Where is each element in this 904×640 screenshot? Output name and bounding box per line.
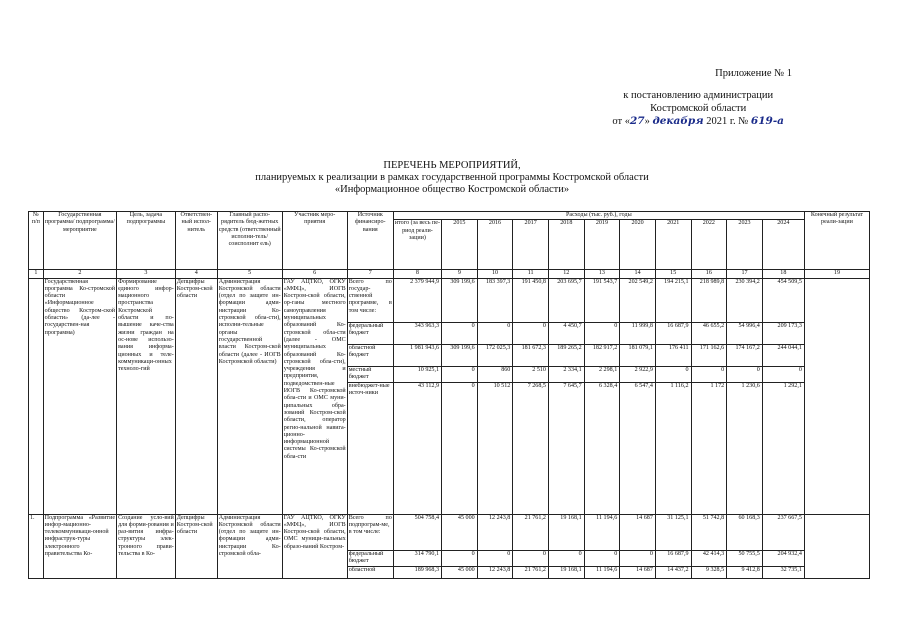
cell-goal: Создание усло-вий для форми-рования и раз-вития инфра-структуры элек-тронного прави-тельства в Ко- xyxy=(117,514,176,578)
cell-amount: 21 761,2 xyxy=(513,566,549,578)
column-number: 9 xyxy=(442,270,478,278)
th-goal: Цель, задача подпрограммы xyxy=(117,212,176,270)
cell-amount: 0 xyxy=(620,550,656,566)
cell-amount: 19 168,1 xyxy=(548,566,584,578)
title-line-3: «Информационное общество Костромской области» xyxy=(334,184,570,195)
cell-amount: 202 549,2 xyxy=(620,278,656,322)
cell-source: областной xyxy=(347,566,393,578)
cell-source: Всего по государ-ственной программе, в том числе: xyxy=(347,278,393,322)
cell-program-name: Подпрограмма «Развитие инфор-мационно-телекоммуникаци-онной инфраструк-туры электронного правительства Ко- xyxy=(43,514,116,578)
cell-amount: 51 742,8 xyxy=(691,514,727,550)
cell-amount: 237 667,5 xyxy=(762,514,804,550)
th-year: 2024 xyxy=(762,220,804,270)
th-year: 2018 xyxy=(548,220,584,270)
cell-participant: ГАУ АЦТКО, ОГКУ «МФЦ», ИОГВ Костром-ской области, ОМС муници-пальных образо-ваний Костром- xyxy=(282,514,347,578)
column-number: 3 xyxy=(117,270,176,278)
table-row xyxy=(29,278,870,322)
th-year: 2022 xyxy=(691,220,727,270)
cell-amount: 46 655,2 xyxy=(691,322,727,344)
column-number: 5 xyxy=(217,270,282,278)
cell-amount: 0 xyxy=(655,366,691,382)
cell-amount: 45 000 xyxy=(442,514,478,550)
cell-amount: 189 968,3 xyxy=(393,566,441,578)
column-number: 11 xyxy=(513,270,549,278)
cell-amount: 204 932,4 xyxy=(762,550,804,566)
cell-amount: 1 981 943,6 xyxy=(393,344,441,366)
cell-amount: 10 925,1 xyxy=(393,366,441,382)
cell-amount: 11 194,6 xyxy=(584,514,620,550)
th-year: 2020 xyxy=(620,220,656,270)
cell-amount: 0 xyxy=(762,366,804,382)
cell-amount: 43 112,9 xyxy=(393,382,441,514)
cell-amount: 11 999,8 xyxy=(620,322,656,344)
th-participant: Участник меро-приятия xyxy=(282,212,347,270)
column-number: 6 xyxy=(282,270,347,278)
column-number: 1 xyxy=(29,270,44,278)
cell-amount: 454 509,5 xyxy=(762,278,804,322)
cell-amount: 21 761,2 xyxy=(513,514,549,550)
cell-amount: 12 243,8 xyxy=(477,514,513,550)
cell-source: областной бюджет xyxy=(347,344,393,366)
column-number: 7 xyxy=(347,270,393,278)
cell-amount: 10 512 xyxy=(477,382,513,514)
th-year: 2021 xyxy=(655,220,691,270)
cell-amount: 0 xyxy=(442,382,478,514)
cell-amount: 9 412,8 xyxy=(727,566,763,578)
cell-source: федеральный бюджет xyxy=(347,550,393,566)
cell-amount: 45 000 xyxy=(442,566,478,578)
cell-amount: 181 079,1 xyxy=(620,344,656,366)
th-source: Источник финансиро-вания xyxy=(347,212,393,270)
cell-amount: 2 922,9 xyxy=(620,366,656,382)
cell-amount: 1 116,2 xyxy=(655,382,691,514)
column-number: 13 xyxy=(584,270,620,278)
cell-amount: 14 687 xyxy=(620,566,656,578)
th-year: 2019 xyxy=(584,220,620,270)
column-number: 15 xyxy=(655,270,691,278)
title-line-1: ПЕРЕЧЕНЬ МЕРОПРИЯТИЙ, xyxy=(383,160,521,171)
cell-amount: 244 044,1 xyxy=(762,344,804,366)
cell-amount: 14 687 xyxy=(620,514,656,550)
handwritten-day: 27 xyxy=(629,115,645,127)
th-result: Конечный результат реали-зации xyxy=(804,212,869,270)
th-program: Государственная программа/ подпрограмма/ мероприятие xyxy=(43,212,116,270)
cell-amount: 0 xyxy=(477,550,513,566)
column-number: 8 xyxy=(393,270,441,278)
header-line-2: Костромской области xyxy=(650,102,747,114)
th-total: итого (за весь пе-риод реали-зации) xyxy=(393,220,441,270)
cell-source: местный бюджет xyxy=(347,366,393,382)
cell-amount: 0 xyxy=(477,322,513,344)
cell-amount: 42 414,3 xyxy=(691,550,727,566)
column-number: 14 xyxy=(620,270,656,278)
cell-amount: 191 543,7 xyxy=(584,278,620,322)
cell-amount: 171 162,6 xyxy=(691,344,727,366)
cell-amount: 14 437,2 xyxy=(655,566,691,578)
cell-amount: 12 243,8 xyxy=(477,566,513,578)
column-number: 16 xyxy=(691,270,727,278)
cell-amount: 54 996,4 xyxy=(727,322,763,344)
column-number: 10 xyxy=(477,270,513,278)
handwritten-month: декабря xyxy=(652,115,704,127)
column-number: 12 xyxy=(548,270,584,278)
th-expenses: Расходы (тыс. руб.), годы xyxy=(393,212,804,220)
cell-amount: 0 xyxy=(584,322,620,344)
column-number: 17 xyxy=(727,270,763,278)
cell-amount: 2 379 944,9 xyxy=(393,278,441,322)
cell-participant: ГАУ АЦТКО, ОГКУ «МФЦ», ИОГВ Костром-ской области, ор-ганы местного самоуправления муниципальных образований Ко-стромской обла-сти (далее - ОМС муниципальных образований Ко-стромской обла-сти), учреждения и предприятия, подведомствен-ные ИОГВ Ко-стромской обла-сти и ОМС муни-ципальных обра-зований Костром-ской области, оператор регио-нальной навига-ционно-информационной системы Ко-стромской обла-сти xyxy=(282,278,347,514)
cell-amount: 19 168,1 xyxy=(548,514,584,550)
cell-amount: 209 173,3 xyxy=(762,322,804,344)
title-line-2: планируемых к реализации в рамках государственной программы Костромской области xyxy=(255,172,649,183)
cell-program-name: Государственная программа Ко-стромской области «Информационное общество Костром-ской области» (да-лее - государствен-ная программа) xyxy=(43,278,116,514)
cell-amount: 0 xyxy=(513,322,549,344)
cell-amount: 860 xyxy=(477,366,513,382)
cell-num: 1. xyxy=(29,514,44,578)
th-year: 2023 xyxy=(727,220,763,270)
cell-amount: 31 125,1 xyxy=(655,514,691,550)
appendix-label: Приложение № 1 xyxy=(715,68,792,79)
cell-amount: 50 755,5 xyxy=(727,550,763,566)
cell-amount: 0 xyxy=(727,366,763,382)
cell-result xyxy=(804,514,869,578)
measures-table xyxy=(28,211,870,579)
cell-amount: 7 645,7 xyxy=(548,382,584,514)
column-number: 19 xyxy=(804,270,869,278)
cell-amount: 0 xyxy=(442,366,478,382)
th-manager: Главный распо-рядитель бюд-жетных средств (ответственный исполни-тель/соисполнит ель) xyxy=(217,212,282,270)
cell-executor: Депцифры Костром-ской области xyxy=(175,514,217,578)
cell-amount: 181 672,3 xyxy=(513,344,549,366)
cell-amount: 1 230,6 xyxy=(727,382,763,514)
document-title xyxy=(0,160,904,196)
th-year: 2015 xyxy=(442,220,478,270)
cell-amount: 183 397,3 xyxy=(477,278,513,322)
th-year: 2016 xyxy=(477,220,513,270)
column-numbers-row xyxy=(29,270,870,278)
cell-amount: 176 411 xyxy=(655,344,691,366)
cell-amount: 174 167,2 xyxy=(727,344,763,366)
column-number: 2 xyxy=(43,270,116,278)
handwritten-number: 619-а xyxy=(750,115,784,127)
th-executor: Ответствен-ный испол-нитель xyxy=(175,212,217,270)
header-line-1: к постановлению администрации xyxy=(623,90,774,101)
cell-amount: 343 963,3 xyxy=(393,322,441,344)
cell-source: внебюджет-ные источ-ники xyxy=(347,382,393,514)
cell-amount: 0 xyxy=(584,550,620,566)
cell-amount: 2 510 xyxy=(513,366,549,382)
cell-amount: 16 687,9 xyxy=(655,550,691,566)
cell-amount: 2 298,1 xyxy=(584,366,620,382)
column-number: 18 xyxy=(762,270,804,278)
cell-amount: 189 265,2 xyxy=(548,344,584,366)
cell-manager: Администрация Костромской области (отдел по защите ин-формации адми-нистрации Ко-стромской обла- xyxy=(217,514,282,578)
cell-amount: 203 695,7 xyxy=(548,278,584,322)
cell-amount: 1 292,1 xyxy=(762,382,804,514)
cell-source: Всего по подпрограм-ме, в том числе: xyxy=(347,514,393,550)
cell-amount: 9 328,5 xyxy=(691,566,727,578)
cell-amount: 6 547,4 xyxy=(620,382,656,514)
document-header xyxy=(612,68,792,129)
cell-executor: Депцифры Костром-ской области xyxy=(175,278,217,514)
cell-amount: 16 687,9 xyxy=(655,322,691,344)
cell-amount: 504 758,4 xyxy=(393,514,441,550)
cell-amount: 309 199,6 xyxy=(442,344,478,366)
cell-amount: 0 xyxy=(442,550,478,566)
cell-amount: 191 450,8 xyxy=(513,278,549,322)
cell-amount: 0 xyxy=(442,322,478,344)
table-row xyxy=(29,514,870,550)
cell-amount: 0 xyxy=(691,366,727,382)
cell-source: федеральный бюджет xyxy=(347,322,393,344)
header-date-line: от «27» декабря 2021 г. № 619-а xyxy=(612,115,784,127)
cell-amount: 2 334,1 xyxy=(548,366,584,382)
cell-amount: 60 168,3 xyxy=(727,514,763,550)
th-num: № п/п xyxy=(29,212,44,270)
cell-amount: 182 917,2 xyxy=(584,344,620,366)
cell-amount: 11 194,6 xyxy=(584,566,620,578)
cell-amount: 0 xyxy=(548,550,584,566)
cell-amount: 218 989,8 xyxy=(691,278,727,322)
cell-goal: Формирование единого инфор-мационного пространства Костромской области и по-вышение каче-ства жизни граждан на ос-нове использо-вания информа-ционных и теле-коммуникаци-онных техноло-гий xyxy=(117,278,176,514)
cell-amount: 172 025,3 xyxy=(477,344,513,366)
cell-amount: 314 790,1 xyxy=(393,550,441,566)
cell-amount: 4 450,7 xyxy=(548,322,584,344)
column-number: 4 xyxy=(175,270,217,278)
cell-result xyxy=(804,278,869,514)
cell-amount: 6 328,4 xyxy=(584,382,620,514)
cell-manager: Администрация Костромской области (отдел по защите ин-формации адми-нистрации Ко-стромской обла-сти), исполни-тельные органы государственной власти Костром-ской области (далее - ИОГВ Костромской области) xyxy=(217,278,282,514)
cell-amount: 230 394,2 xyxy=(727,278,763,322)
cell-amount: 194 215,1 xyxy=(655,278,691,322)
cell-amount: 1 172 xyxy=(691,382,727,514)
cell-amount: 7 268,5 xyxy=(513,382,549,514)
cell-num xyxy=(29,278,44,514)
table-head-row xyxy=(29,212,870,220)
cell-amount: 309 199,6 xyxy=(442,278,478,322)
th-year: 2017 xyxy=(513,220,549,270)
cell-amount: 32 735,1 xyxy=(762,566,804,578)
cell-amount: 0 xyxy=(513,550,549,566)
